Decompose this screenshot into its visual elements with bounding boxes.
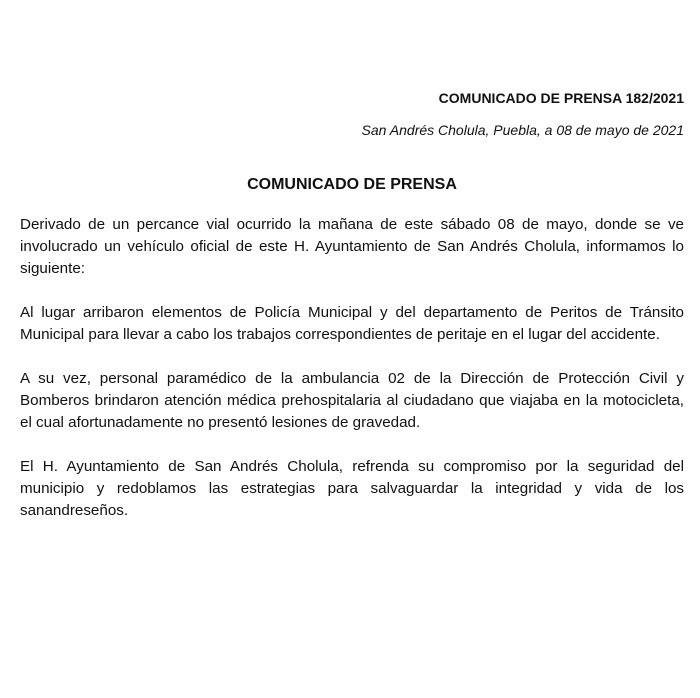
paragraph-incident: Derivado de un percance vial ocurrido la mañana de este sábado 08 de mayo, donde se ve involucrado un vehículo oficial de este H. Ayuntamiento de San Andrés Cholula, informamos lo siguiente: (20, 216, 684, 277)
place-and-date: San Andrés Cholula, Puebla, a 08 de mayo de 2021 (361, 122, 684, 138)
paragraph-medical-attention: A su vez, personal paramédico de la ambulancia 02 de la Dirección de Protección Civil y Bomberos brindaron atención médica prehospitalaria al ciudadano que viajaba en la motocicleta, el cual afortunadamente no presentó lesiones de gravedad. (20, 370, 684, 431)
paragraph-police-response: Al lugar arribaron elementos de Policía Municipal y del departamento de Peritos de Tránsito Municipal para llevar a cabo los trabajos correspondientes de peritaje en el lugar del accidente. (20, 304, 684, 343)
document-title: COMUNICADO DE PRENSA (247, 176, 457, 193)
press-release-number: COMUNICADO DE PRENSA 182/2021 (438, 90, 684, 106)
paragraph-commitment: El H. Ayuntamiento de San Andrés Cholula, refrenda su compromiso por la seguridad del municipio y redoblamos las estrategias para salvaguardar la integridad y vida de los sanandreseños. (20, 458, 684, 519)
